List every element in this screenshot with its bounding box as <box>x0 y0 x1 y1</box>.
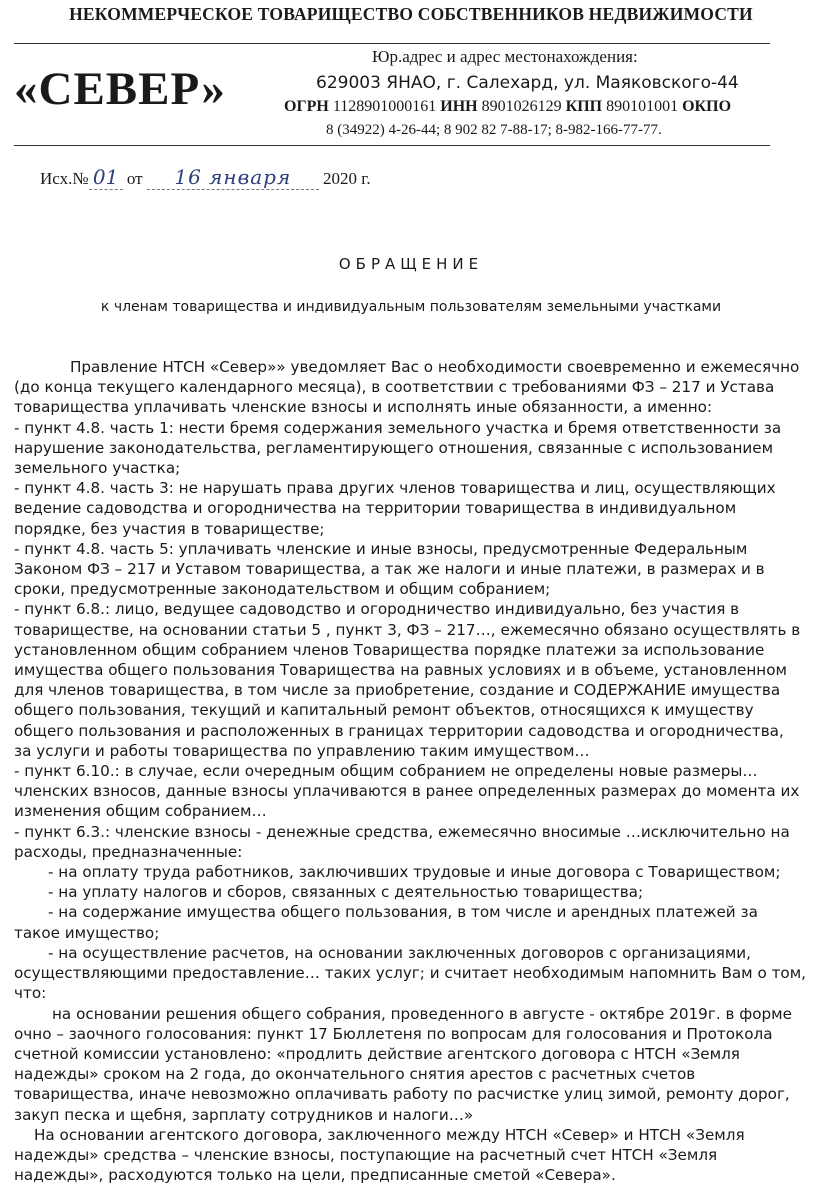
body-item-4-8-part-3: - пункт 4.8. часть 3: не нарушать права других членов товарищества и лиц, осуществляющих ведение садоводства и огородничества на территории товарищества в индивидуальном порядке, без участия в товариществе; <box>14 479 776 538</box>
header-divider-top <box>14 43 770 44</box>
header-divider-bottom <box>14 145 770 146</box>
document-title: ОБРАЩЕНИЕ <box>338 255 484 273</box>
document-body <box>14 357 806 1185</box>
outgoing-reference-line <box>40 165 371 190</box>
reference-year: 2020 г. <box>323 169 371 188</box>
body-item-6-3: - пункт 6.3.: членские взносы - денежные средства, ежемесячно вносимые …исключительно на расходы, предназначенные: <box>14 822 790 861</box>
document-subtitle: к членам товарищества и индивидуальным пользователям земельными участками <box>100 299 722 315</box>
body-subitem-labor: - на оплату труда работников, заключивших трудовые и иные договора с Товариществом; <box>48 863 781 882</box>
inn-label: ИНН <box>440 98 478 115</box>
address-title: Юр.адрес и адрес местонахождения: <box>372 47 638 66</box>
okpo-label: ОКПО <box>682 98 732 115</box>
address-line: 629003 ЯНАО, г. Салехард, ул. Маяковского-44 <box>316 73 739 93</box>
kpp-value: 890101001 <box>606 98 679 115</box>
body-paragraph-intro: Правление НТСН «Север»» уведомляет Вас о необходимости своевременно и ежемесячно (до конца текущего календарного месяца), в соответствии с требованиями ФЗ – 217 и Устава товарищества уплачивать членские взносы и исполнять иные обязанности, а именно: <box>14 358 800 417</box>
phone-numbers: 8 (34922) 4-26-44; 8 902 82 7-88-17; 8-982-166-77-77. <box>326 122 662 138</box>
reference-date-handwritten: 16 января <box>147 165 319 190</box>
body-paragraph-decision: на основании решения общего собрания, проведенного в августе - октябре 2019г. в форме очно – заочного голосования: пункт 17 Бюллетеня по вопросам для голосования и Протокола счетной комиссии установлено: «продлить действие агентского договора с НТСН «Земля надежды» сроком на 2 года, до окончательного снятия арестов с расчетных счетов товарищества, иначе невозможно оплачивать работу по расчистке улиц зимой, ремонту дорог, закуп песка и щебня, зарплату сотрудников и налоги…» <box>14 1004 792 1124</box>
body-item-6-8: - пункт 6.8.: лицо, ведущее садоводство и огородничество индивидуально, без участия в товариществе, на основании статьи 5 , пункт 3, ФЗ – 217…, ежемесячно обязано осуществлять в установленном общим собранием членов Товарищества порядке платежи за использование имущества общего пользования Товарищества на равных условиях и в объеме, установленном для членов товарищества, в том числе за приобретение, создание и СОДЕРЖАНИЕ имущества общего пользования, текущий и капитальный ремонт объектов, относящихся к имуществу общего пользования и расположенных в границах территории садоводства и огородничества, за услуги и работы товарищества по управлению таким имуществом… <box>14 600 801 760</box>
body-item-4-8-part-5: - пункт 4.8. часть 5: уплачивать членские и иные взносы, предусмотренные Федеральным Законом ФЗ – 217 и Уставом товарищества, а так же налоги и иные платежи, в размерах и в сроки, предусмотренные законодательством и общим собранием; <box>14 539 765 599</box>
body-subitem-maintenance: - на содержание имущества общего пользования, в том числе и арендных платежей за такое имущество; <box>14 903 758 942</box>
registration-numbers <box>284 98 731 116</box>
org-logo-text: «СЕВЕР» <box>14 63 226 115</box>
inn-value: 8901026129 <box>481 98 562 115</box>
ogrn-label: ОГРН <box>284 98 329 115</box>
body-item-6-10: - пункт 6.10.: в случае, если очередным общим собранием не определены новые размеры… членских взносов, данные взносы уплачиваются в ранее определенных размерах до момента их изменения общим собранием… <box>14 762 800 821</box>
ogrn-value: 1128901000161 <box>332 98 437 115</box>
body-subitem-settlements: - на осуществление расчетов, на основании заключенных договоров с организациями, осуществляющими предоставление… таких услуг; и считает необходимым напомнить Вам о том, что: <box>14 943 807 1003</box>
reference-number: 01 <box>89 165 123 190</box>
org-name-header: НЕКОММЕРЧЕСКОЕ ТОВАРИЩЕСТВО СОБСТВЕННИКОВ НЕДВИЖИМОСТИ <box>69 4 753 24</box>
body-paragraph-agency-agreement: На основании агентского договора, заключенного между НТСН «Север» и НТСН «Земля надежды» средства – членские взносы, поступающие на расчетный счет НТСН «Земля надежды», расходуются только на цели, предписанные сметой «Севера». <box>14 1125 745 1185</box>
reference-from-label: от <box>126 169 143 188</box>
body-subitem-taxes: - на уплату налогов и сборов, связанных с деятельностью товарищества; <box>48 883 644 902</box>
reference-prefix: Исх.№ <box>40 169 89 188</box>
kpp-label: КПП <box>565 98 603 115</box>
body-item-4-8-part-1: - пункт 4.8. часть 1: нести бремя содержания земельного участка и бремя ответственности за нарушение законодательства, регламентирующего отношения, связанные с использованием земельного участка; <box>14 418 782 478</box>
